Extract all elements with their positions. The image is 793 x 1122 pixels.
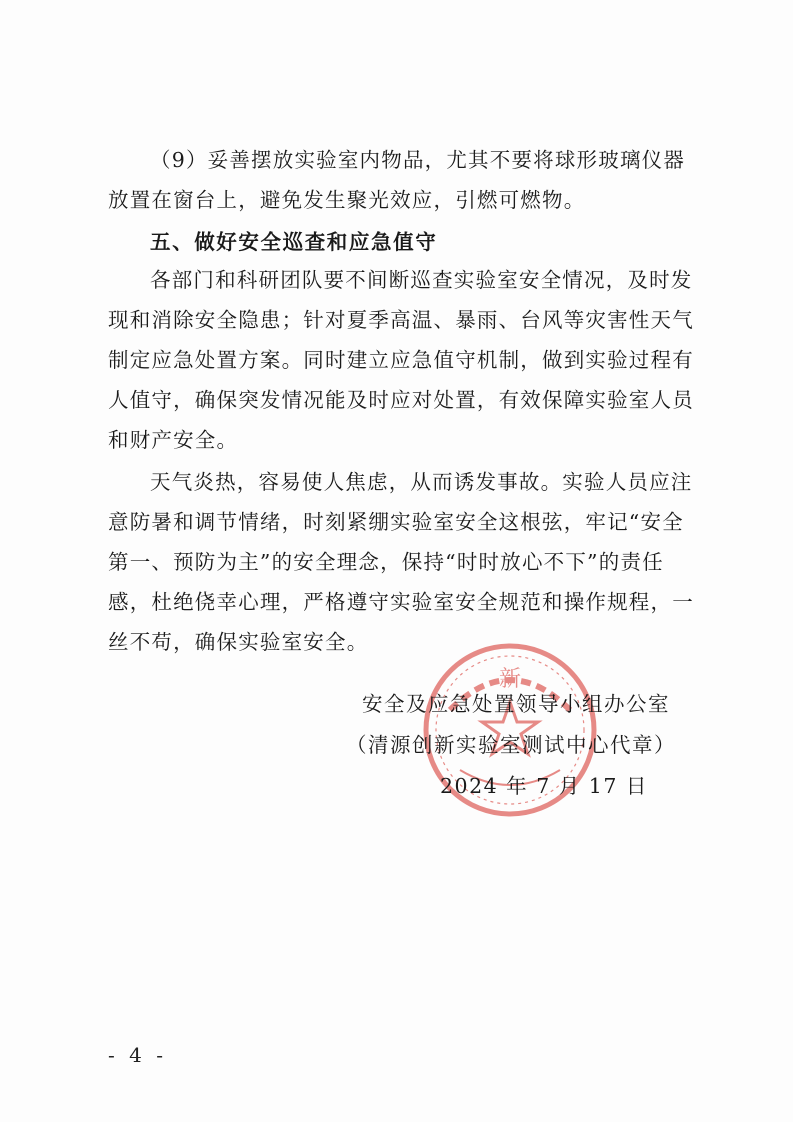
signature-date: 2024 年 7 月 17 日 [440,774,648,798]
closing-paragraph-line-4: 感，杜绝侥幸心理，严格遵守实验室安全规范和操作规程，一 [108,590,694,614]
closing-paragraph-line-5: 丝不苟，确保实验室安全。 [108,630,369,654]
signature-on-behalf: （清源创新实验室测试中心代章） [346,733,676,757]
signature-organization: 安全及应急处置领导小组办公室 [362,692,670,716]
paragraph-9-line-1: （9）妥善摆放实验室内物品，尤其不要将球形玻璃仪器 [150,148,686,172]
paragraph-section5-line-4: 人值守，确保突发情况能及时应对处置，有效保障实验室人员 [108,388,694,412]
closing-paragraph-line-3: 第一、预防为主”的安全理念，保持“时时放心不下”的责任 [108,550,664,574]
page-number: - 4 - [108,1043,167,1067]
section-heading-5: 五、做好安全巡查和应急值守 [150,230,438,254]
closing-paragraph-line-2: 意防暑和调节情绪，时刻紧绷实验室安全这根弦，牢记“安全 [108,510,684,534]
paragraph-section5-line-1: 各部门和科研团队要不间断巡查实验室安全情况，及时发 [150,268,693,292]
paragraph-section5-line-2: 现和消除安全隐患；针对夏季高温、暴雨、台风等灾害性天气 [108,308,694,332]
svg-text:新: 新 [498,667,522,692]
paragraph-section5-line-3: 制定应急处置方案。同时建立应急值守机制，做到实验过程有 [108,348,694,372]
paragraph-9-line-2: 放置在窗台上，避免发生聚光效应，引燃可燃物。 [108,188,586,212]
closing-paragraph-line-1: 天气炎热，容易使人焦虑，从而诱发事故。实验人员应注 [150,470,693,494]
paragraph-section5-line-5: 和财产安全。 [108,428,239,452]
